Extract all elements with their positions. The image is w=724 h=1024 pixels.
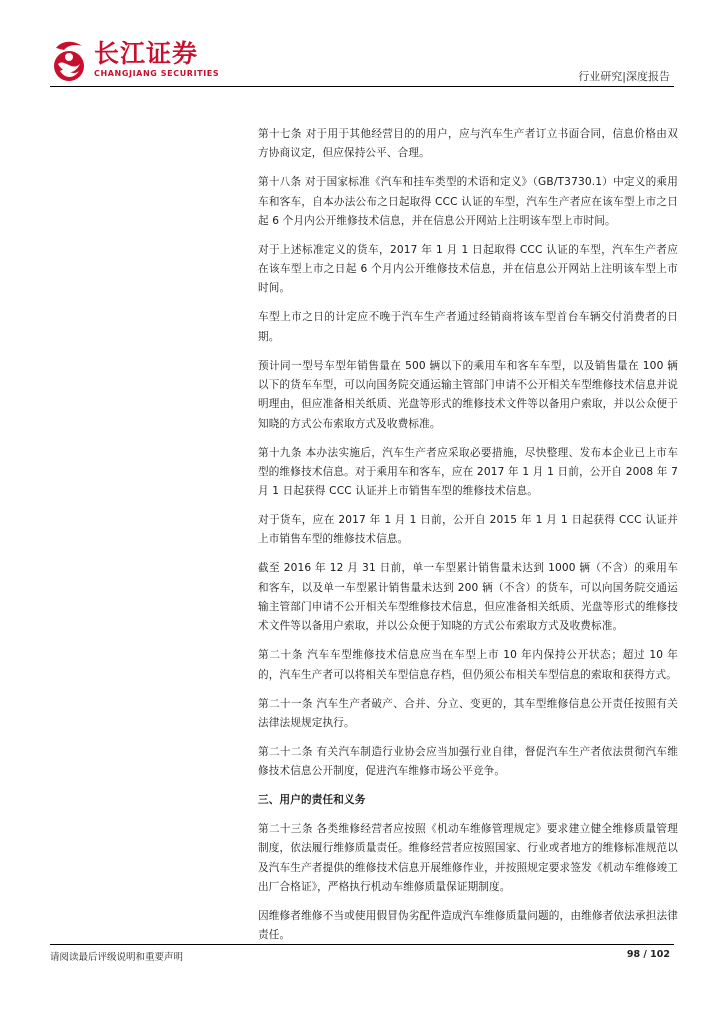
page-header [0, 0, 724, 90]
company-logo [50, 38, 250, 84]
paragraph-10: 第二十一条 汽车生产者破产、合并、分立、变更的，其车型维修信息公开责任按照有关法律法规规定执行。 [258, 697, 678, 729]
paragraph-5: 预计同一型号车型年销售量在 500 辆以下的乘用车和客车车型，以及销售量在 100 辆以下的货车车型，可以向国务院交通运输主管部门申请不公开相关车型维修技术信息并说明理由，但应准备相关纸质、光盘等形式的维修技术文件等以备用户索取，并以公众便于知晓的方式公布索取方式及收费标准。 [258, 359, 678, 430]
paragraph-2: 第十八条 对于国家标准《汽车和挂车类型的术语和定义》（GB/T3730.1）中定义的乘用车和客车，自本办法公布之日起取得 CCC 认证的车型，汽车生产者应在该车型上市之日起 6 个月内公开维修技术信息，并在信息公开网站上注明该车型上市时间。 [258, 176, 678, 227]
paragraph-9: 第二十条 汽车车型维修技术信息应当在车型上市 10 年内保持公开状态；超过 10 年的，汽车生产者可以将相关车型信息存档，但仍须公布相关车型信息的索取和获得方式。 [258, 649, 678, 681]
footer-disclaimer: 请阅读最后评级说明和重要声明 [50, 952, 184, 963]
body-content [258, 125, 678, 955]
paragraph-12: 第二十三条 各类维修经营者应按照《机动车维修管理规定》要求建立健全维修质量管理制度，依法履行维修质量责任。维修经营者应按照国家、行业或者地方的维修标准规范以及汽车生产者提供的维修技术信息开展维修作业，并按照规定要求签发《机动车维修竣工出厂合格证》，严格执行机动车维修质量保证期制度。 [258, 823, 678, 894]
paragraph-4: 车型上市之日的计定应不晚于汽车生产者通过经销商将该车型首台车辆交付消费者的日期。 [258, 311, 678, 343]
logo-english-text: CHANGJIANG SECURITIES [94, 69, 220, 78]
header-divider [50, 86, 674, 87]
section-heading: 三、用户的责任和义务 [258, 794, 366, 807]
page-number: 98 / 102 [626, 949, 670, 960]
paragraph-7: 对于货车，应在 2017 年 1 月 1 日前，公开自 2015 年 1 月 1 日起获得 CCC 认证并上市销售车型的维修技术信息。 [258, 514, 678, 546]
paragraph-6: 第十九条 本办法实施后，汽车生产者应采取必要措施，尽快整理、发布本企业已上市车型的维修技术信息。对于乘用车和客车，应在 2017 年 1 月 1 日前，公开自 2008 年 7 月 1 日起获得 CCC 认证并上市销售车型的维修技术信息。 [258, 446, 678, 498]
changjiang-logo-icon [50, 38, 88, 84]
paragraph-3: 对于上述标准定义的货车，2017 年 1 月 1 日起取得 CCC 认证的车型，汽车生产者应在该车型上市之日起 6 个月内公开维修技术信息，并在信息公开网站上注明该车型上市时间。 [258, 243, 678, 295]
paragraph-11: 第二十二条 有关汽车制造行业协会应当加强行业自律，督促汽车生产者依法贯彻汽车维修技术信息公开制度，促进汽车维修市场公平竞争。 [258, 745, 678, 778]
paragraph-13: 因维修者维修不当或使用假冒伪劣配件造成汽车维修质量问题的，由维修者依法承担法律责任。 [258, 910, 678, 942]
paragraph-1: 第十七条 对于用于其他经营目的的用户，应与汽车生产者订立书面合同，信息价格由双方协商议定，但应保持公平、合理。 [258, 128, 678, 160]
report-type-label: 行业研究|深度报告 [578, 70, 670, 83]
paragraph-8: 截至 2016 年 12 月 31 日前，单一车型累计销售量未达到 1000 辆（不含）的乘用车和客车，以及单一车型累计销售量未达到 200 辆（不含）的货车，可以向国务院交通运输主管部门申请不公开相关车型维修技术信息，但应准备相关纸质、光盘等形式的维修技术文件等以备用户索取，并以公众便于知晓的方式公布索取方式及收费标准。 [258, 562, 678, 633]
logo-chinese-text: 长江证券 [94, 39, 199, 68]
footer-divider [50, 944, 674, 945]
